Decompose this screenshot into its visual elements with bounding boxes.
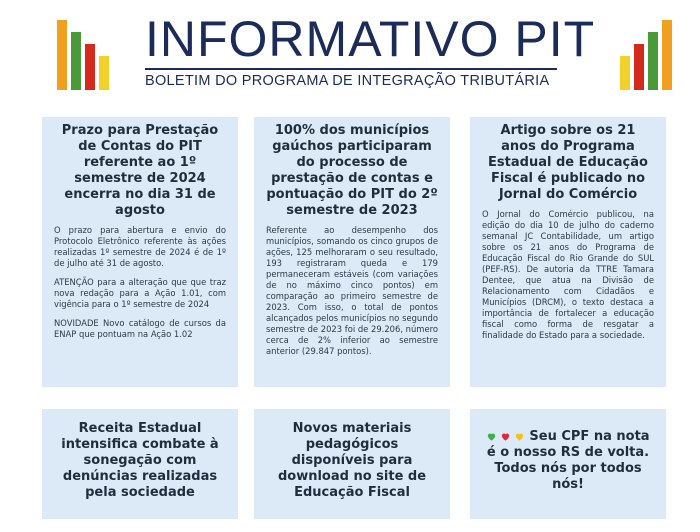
header: [0, 0, 700, 110]
page-subtitle: BOLETIM DO PROGRAMA DE INTEGRAÇÃO TRIBUTÁRIA: [145, 73, 550, 89]
news-card-jornal-article: [470, 117, 666, 387]
card-paragraph: ATENÇÃO para a alteração que que traz nova redação para a Ação 1.01, com vigência para o 1º semestre de 2024: [54, 277, 226, 309]
card-paragraph: O prazo para abertura e envio do Protocolo Eletrônico referente às ações realizadas 1º semestre de 2024 é de 1º de julho até 31 de agosto.: [54, 225, 226, 268]
card-title: Prazo para Prestação de Contas do PIT referente ao 1º semestre de 2024 encerra no dia 31 de agosto: [61, 123, 219, 218]
cpf-slogan: Seu CPF na nota é o nosso RS de volta. Todos nós por todos nós!: [486, 429, 650, 492]
bar-orange: [57, 20, 67, 90]
card-title: [482, 429, 654, 493]
bar-red: [85, 44, 95, 90]
bar-orange: [662, 20, 672, 90]
green-heart-icon: [486, 431, 497, 442]
card-title: Artigo sobre os 21 anos do Programa Estadual de Educação Fiscal é publicado no Jornal do Comércio: [488, 123, 648, 202]
bar-green: [648, 32, 658, 90]
card-paragraph: NOVIDADE Novo catálogo de cursos da ENAP que pontuam na Ação 1.02: [54, 318, 226, 339]
card-title: Receita Estadual intensifica combate à sonegação com denúncias realizadas pela sociedade: [61, 421, 219, 500]
news-card-pit-deadline: [42, 117, 238, 387]
bar-red: [634, 44, 644, 90]
hearts: [486, 431, 525, 442]
red-heart-icon: [500, 431, 511, 442]
decorative-bars-left: [57, 18, 109, 90]
news-card-cpf-campaign[interactable]: [470, 409, 666, 519]
decorative-bars-right: [620, 18, 672, 90]
page-title: INFORMATIVO PIT: [145, 11, 596, 67]
bar-green: [71, 32, 81, 90]
bar-yellow: [99, 56, 109, 90]
title-underline: [145, 68, 557, 70]
yellow-heart-icon: [514, 431, 525, 442]
card-paragraph: O Jornal do Comércio publicou, na edição do dia 10 de julho do caderno semanal JC Contabilidade, um artigo sobre os 21 anos do Programa de Educação Fiscal do Rio Grande do SUL (PEF-RS). De autoria da TTRE Tamara Dentee, que atua na Divisão de Relacionamento com Cidadãos e Municípios (DRCM), o texto destaca a importância de fortalecer a educação fiscal como forma de resgatar a finalidade do Estado para a sociedade.: [482, 209, 654, 340]
card-paragraph: Referente ao desempenho dos municípios, somando os cinco grupos de ações, 125 melhoraram o seu resultado, 193 registraram queda e 179 permaneceram estáveis (com variações de no máximo cinco pontos) em comparação ao primeiro semestre de 2023. Com isso, o total de pontos alcançados pelos municípios no segundo semestre de 2023 foi de 29.206, número cerca de 2% inferior ao semestre anterior (29.847 pontos).: [266, 225, 438, 356]
news-card-tax-evasion[interactable]: [42, 409, 238, 519]
bar-yellow: [620, 56, 630, 90]
card-title: 100% dos municípios gaúchos participaram do processo de prestação de contas e pontuação do PIT do 2º semestre de 2023: [266, 123, 438, 218]
news-card-teaching-materials[interactable]: [254, 409, 450, 519]
news-card-municipal-participation: [254, 117, 450, 387]
card-title: Novos materiais pedagógicos disponíveis para download no site de Educação Fiscal: [277, 421, 427, 500]
